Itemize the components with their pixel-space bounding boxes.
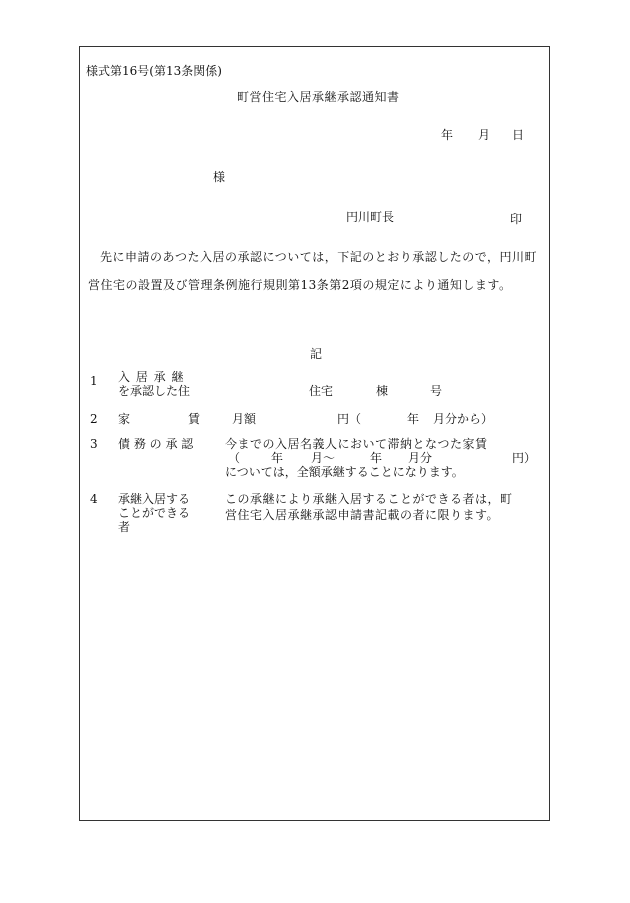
item-4-label-line2: ことができる <box>118 506 191 520</box>
notification-body: 先に申請のあつた入居の承認については，下記のとおり承認したので，円川町営住宅の設置及び管理条例施行規則第13条第2項の規定により通知します。 <box>88 250 538 292</box>
issuer-name: 円川町長 <box>346 210 395 224</box>
item-3-month1: 月～ <box>311 451 336 465</box>
item-2-from: 月分から） <box>433 412 494 426</box>
item-4-number: 4 <box>90 492 98 506</box>
form-number: 様式第16号(第13条関係) <box>86 64 222 78</box>
item-3-month2: 月分 <box>408 451 433 465</box>
item-3-year1: 年 <box>271 451 284 465</box>
item-3-label: 債 務 の 承 認 <box>118 437 194 451</box>
item-4-line1: この承継により承継入居することができる者は，町 <box>225 492 513 506</box>
date-month: 月 <box>478 128 491 142</box>
item-2-number: 2 <box>90 412 98 426</box>
date-year: 年 <box>441 128 454 142</box>
item-3-line1: 今までの入居名義人において滞納となつた家賃 <box>225 437 488 451</box>
item-3-year2: 年 <box>370 451 383 465</box>
item-2-label-b: 賃 <box>188 412 201 426</box>
item-4-label-line3: 者 <box>118 520 131 534</box>
document-title: 町営住宅入居承継承認通知書 <box>237 90 400 104</box>
item-3-line3: については，全額承継することになります。 <box>225 465 464 479</box>
item-1-number: 1 <box>90 374 98 388</box>
item-2-monthly: 月額 <box>232 412 257 426</box>
item-3-close-paren: 円） <box>512 451 537 465</box>
ki-heading: 記 <box>310 347 323 361</box>
item-3-open-paren: （ <box>228 451 241 465</box>
item-1-building: 棟 <box>376 384 389 398</box>
item-3-number: 3 <box>90 437 98 451</box>
item-1-room: 号 <box>430 384 443 398</box>
document-frame <box>79 46 550 821</box>
item-4-label-line1: 承継入居する <box>118 492 191 506</box>
item-1-housing: 住宅 <box>309 384 334 398</box>
item-1-label-line1: 入 居 承 継 <box>118 370 185 384</box>
item-2-yen: 円（ <box>337 412 362 426</box>
seal-mark: 印 <box>510 212 523 226</box>
item-2-label-a: 家 <box>118 412 131 426</box>
addressee-suffix: 様 <box>213 170 226 184</box>
date-day: 日 <box>512 128 525 142</box>
item-4-line2: 営住宅入居承継承認申請書記載の者に限ります。 <box>225 508 500 522</box>
item-2-year: 年 <box>407 412 420 426</box>
item-1-label-line2: を承認した住 <box>118 384 191 398</box>
